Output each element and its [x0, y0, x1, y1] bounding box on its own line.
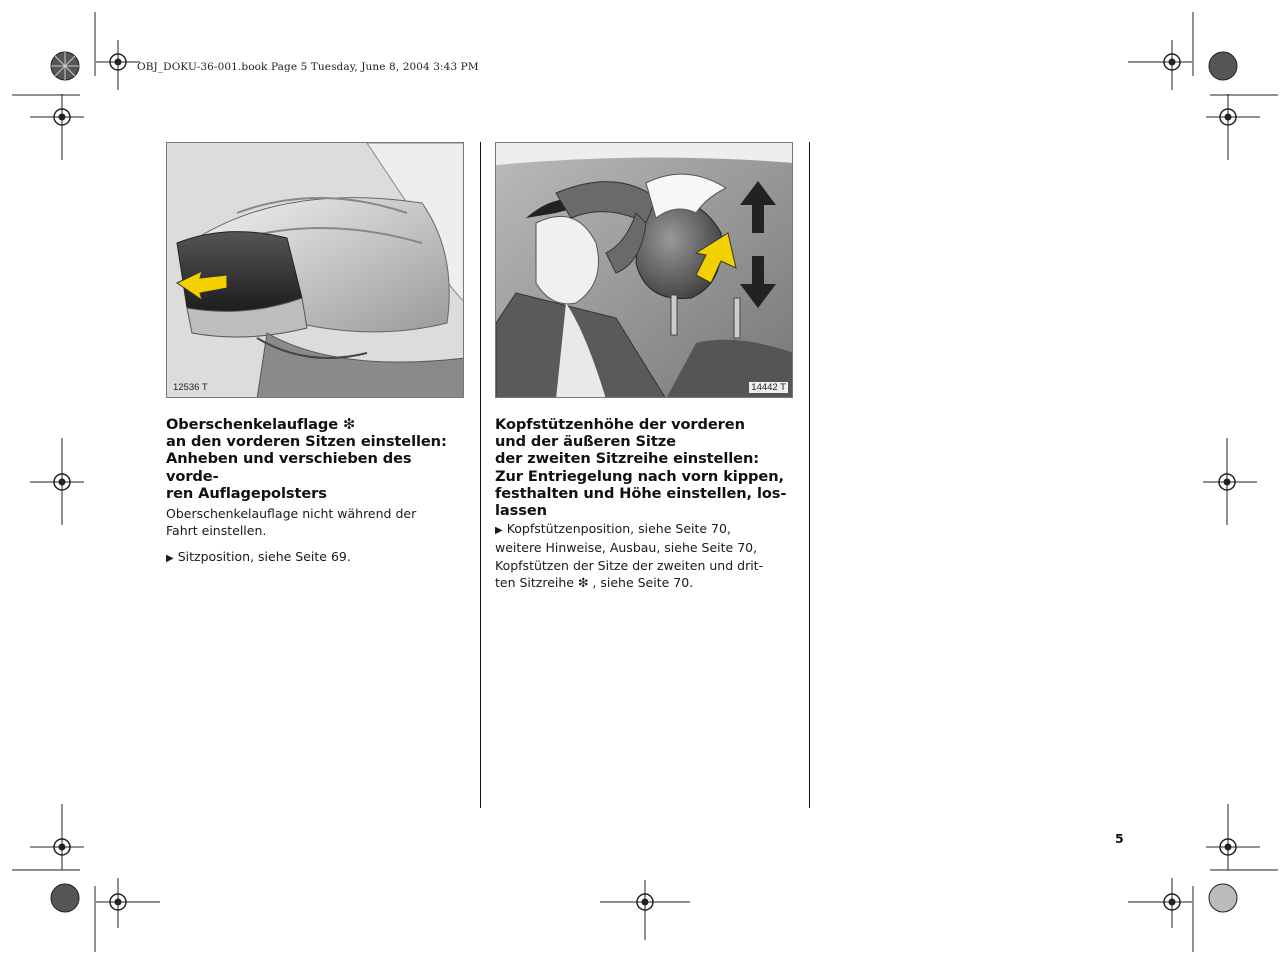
crop-mark-middle-left [0, 430, 100, 530]
left-column-text [166, 416, 466, 577]
figure-code: 12536 T [173, 382, 208, 393]
headrest-height-figure [495, 142, 793, 398]
left-reference [166, 548, 466, 567]
column-rule-right [809, 142, 810, 808]
body-line: Kopfstützen der Sitze der zweiten und drit- [495, 557, 764, 573]
page-number: 5 [1115, 831, 1124, 846]
right-heading [495, 416, 795, 519]
crop-mark-top-right [1120, 0, 1281, 170]
triangle-bullet-icon: ▶ [166, 553, 174, 565]
crop-mark-bottom-left [0, 800, 200, 960]
crop-mark-middle-right [1181, 430, 1281, 530]
crop-mark-bottom-center [595, 870, 695, 950]
seat-thigh-support-figure [166, 142, 464, 398]
left-body [166, 505, 466, 568]
triangle-bullet-icon: ▶ [495, 525, 503, 537]
body-line: Oberschenkelauflage nicht während der [166, 506, 417, 522]
right-column-text [495, 416, 795, 600]
heading-line: lassen [495, 502, 547, 520]
right-references [495, 520, 795, 591]
body-line: Kopfstützenposition, siehe Seite 70, [506, 521, 731, 537]
crop-mark-bottom-right [1120, 800, 1281, 960]
heading-line: an den vorderen Sitzen einstellen: [166, 433, 447, 451]
right-body [495, 520, 795, 591]
body-line: ten Sitzreihe ❇ , siehe Seite 70. [495, 574, 694, 590]
print-header: OBJ_DOKU-36-001.book Page 5 Tuesday, June 8, 2004 3:43 PM [137, 61, 479, 73]
heading-line: Oberschenkelauflage ❇ [166, 416, 356, 433]
heading-line: Zur Entriegelung nach vorn kippen, [495, 467, 784, 485]
heading-line: Kopfstützenhöhe der vorderen [495, 416, 745, 433]
heading-line: und der äußeren Sitze [495, 433, 676, 451]
reference-text: Sitzposition, siehe Seite 69. [177, 549, 351, 565]
figure-code: 14442 T [751, 382, 786, 393]
left-note [166, 505, 466, 539]
left-heading [166, 416, 466, 502]
column-rule-middle [480, 142, 481, 808]
heading-line: festhalten und Höhe einstellen, los- [495, 484, 787, 502]
heading-line: Anheben und verschieben des vorde- [166, 450, 412, 485]
heading-line: der zweiten Sitzreihe einstellen: [495, 450, 759, 468]
heading-line: ren Auflagepolsters [166, 484, 327, 502]
body-line: weitere Hinweise, Ausbau, siehe Seite 70, [495, 540, 758, 556]
body-line: Fahrt einstellen. [166, 523, 267, 539]
